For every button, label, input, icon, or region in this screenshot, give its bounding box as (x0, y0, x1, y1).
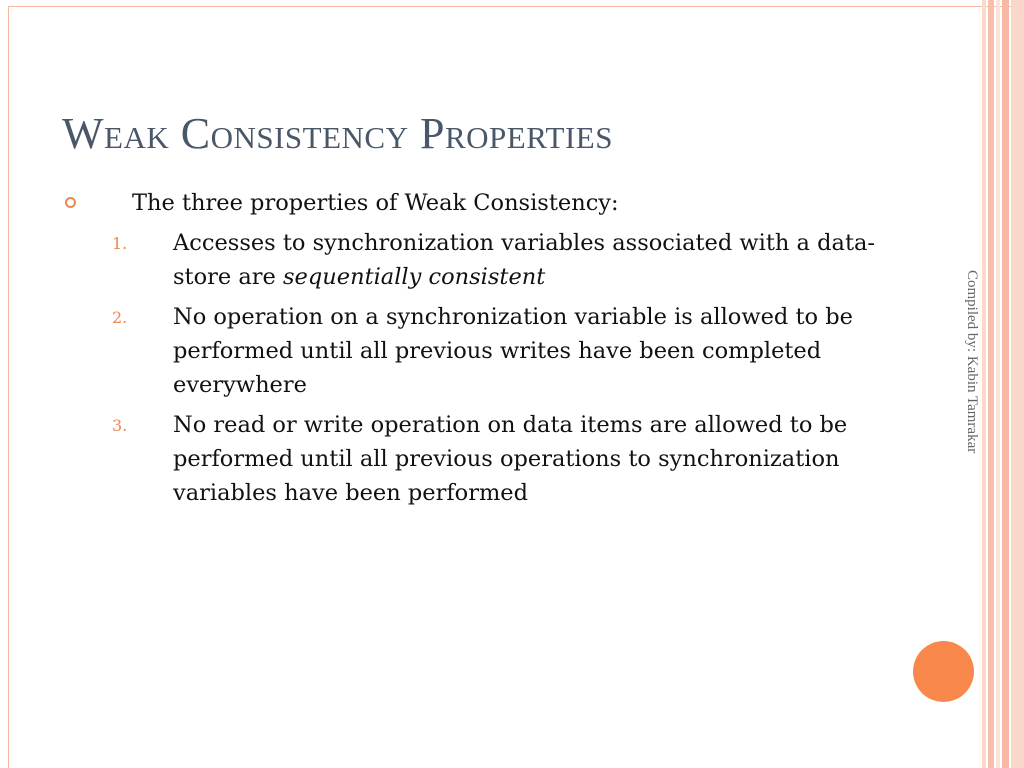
item-emphasis: sequentially consistent (283, 264, 546, 290)
item-text: No read or write operation on data items are allowed to be performed until all previous operations to synchronization variables have been performed (173, 412, 848, 506)
bullet-text: The three properties of Weak Consistency: (132, 190, 619, 216)
slide-title: Weak Consistency Properties (62, 109, 613, 158)
bullet-item (62, 186, 892, 220)
right-stripe (988, 0, 994, 768)
right-stripe (996, 0, 1000, 768)
orange-circle-decoration (913, 641, 974, 702)
item-number: 2. (112, 308, 128, 327)
item-number: 1. (112, 234, 128, 253)
item-number: 3. (112, 416, 128, 435)
right-stripe (982, 0, 986, 768)
author-credit: Compiled by: Kabin Tamrakar (964, 270, 980, 454)
numbered-item (62, 408, 892, 510)
numbered-item (62, 300, 892, 402)
bullet-icon (65, 197, 76, 208)
numbered-item (62, 226, 892, 294)
right-stripe (1011, 0, 1024, 768)
item-text: Accesses to synchronization variables associated with a data-store are (173, 230, 876, 290)
right-stripe (1002, 0, 1009, 768)
item-text: No operation on a synchronization variable is allowed to be performed until all previous writes have been completed everywhere (173, 304, 853, 398)
slide-content (62, 186, 892, 510)
